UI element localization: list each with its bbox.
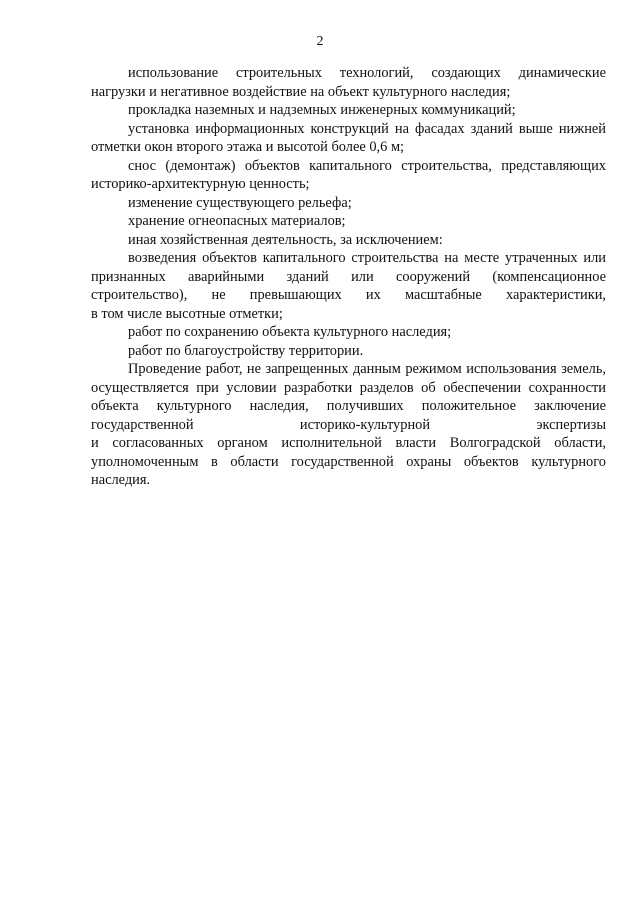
paragraph-engineering-communications: прокладка наземных и надземных инженерных коммуникаций; xyxy=(128,102,516,118)
paragraph-permitted-works: Проведение работ, не запрещенных данным режимом использования земель, осуществляется при условии разработки разделов об обеспечении сохранности объекта культурного наследия, получивших положительное заключение государственной историко-культурной экспертизы xyxy=(91,361,606,433)
paragraph-other-activity: иная хозяйственная деятельность, за исключением: xyxy=(128,231,443,248)
paragraph-permitted-works-cont: и согласованных органом исполнительной власти Волгоградской области, уполномоченным в области государственной охраны объектов культурного наследия. xyxy=(91,435,606,488)
paragraph-demolition: снос (демонтаж) объектов капитального строительства, представляющих историко-архитектурную ценность; xyxy=(91,157,606,192)
document-body xyxy=(91,64,606,490)
paragraph-construction-technologies: использование строительных технологий, создающих динамические нагрузки и негативное воздействие на объект культурного наследия; xyxy=(91,65,606,100)
page-number: 2 xyxy=(316,34,324,49)
paragraph-flammable-storage: хранение огнеопасных материалов; xyxy=(128,213,346,229)
paragraph-preservation-works: работ по сохранению объекта культурного наследия; xyxy=(128,324,452,340)
paragraph-compensatory-construction-cont: в том числе высотные отметки; xyxy=(91,305,283,322)
paragraph-landscaping-works: работ по благоустройству территории. xyxy=(128,342,364,359)
paragraph-information-structures: установка информационных конструкций на фасадах зданий выше нижней отметки окон второго этажа и высотой более 0,6 м; xyxy=(91,120,606,155)
paragraph-relief-change: изменение существующего рельефа; xyxy=(128,194,352,211)
paragraph-compensatory-construction: возведения объектов капитального строительства на месте утраченных или признанных аварийными зданий или сооружений (компенсационное строительство), не превышающих их масштабные характеристики, xyxy=(91,250,606,303)
